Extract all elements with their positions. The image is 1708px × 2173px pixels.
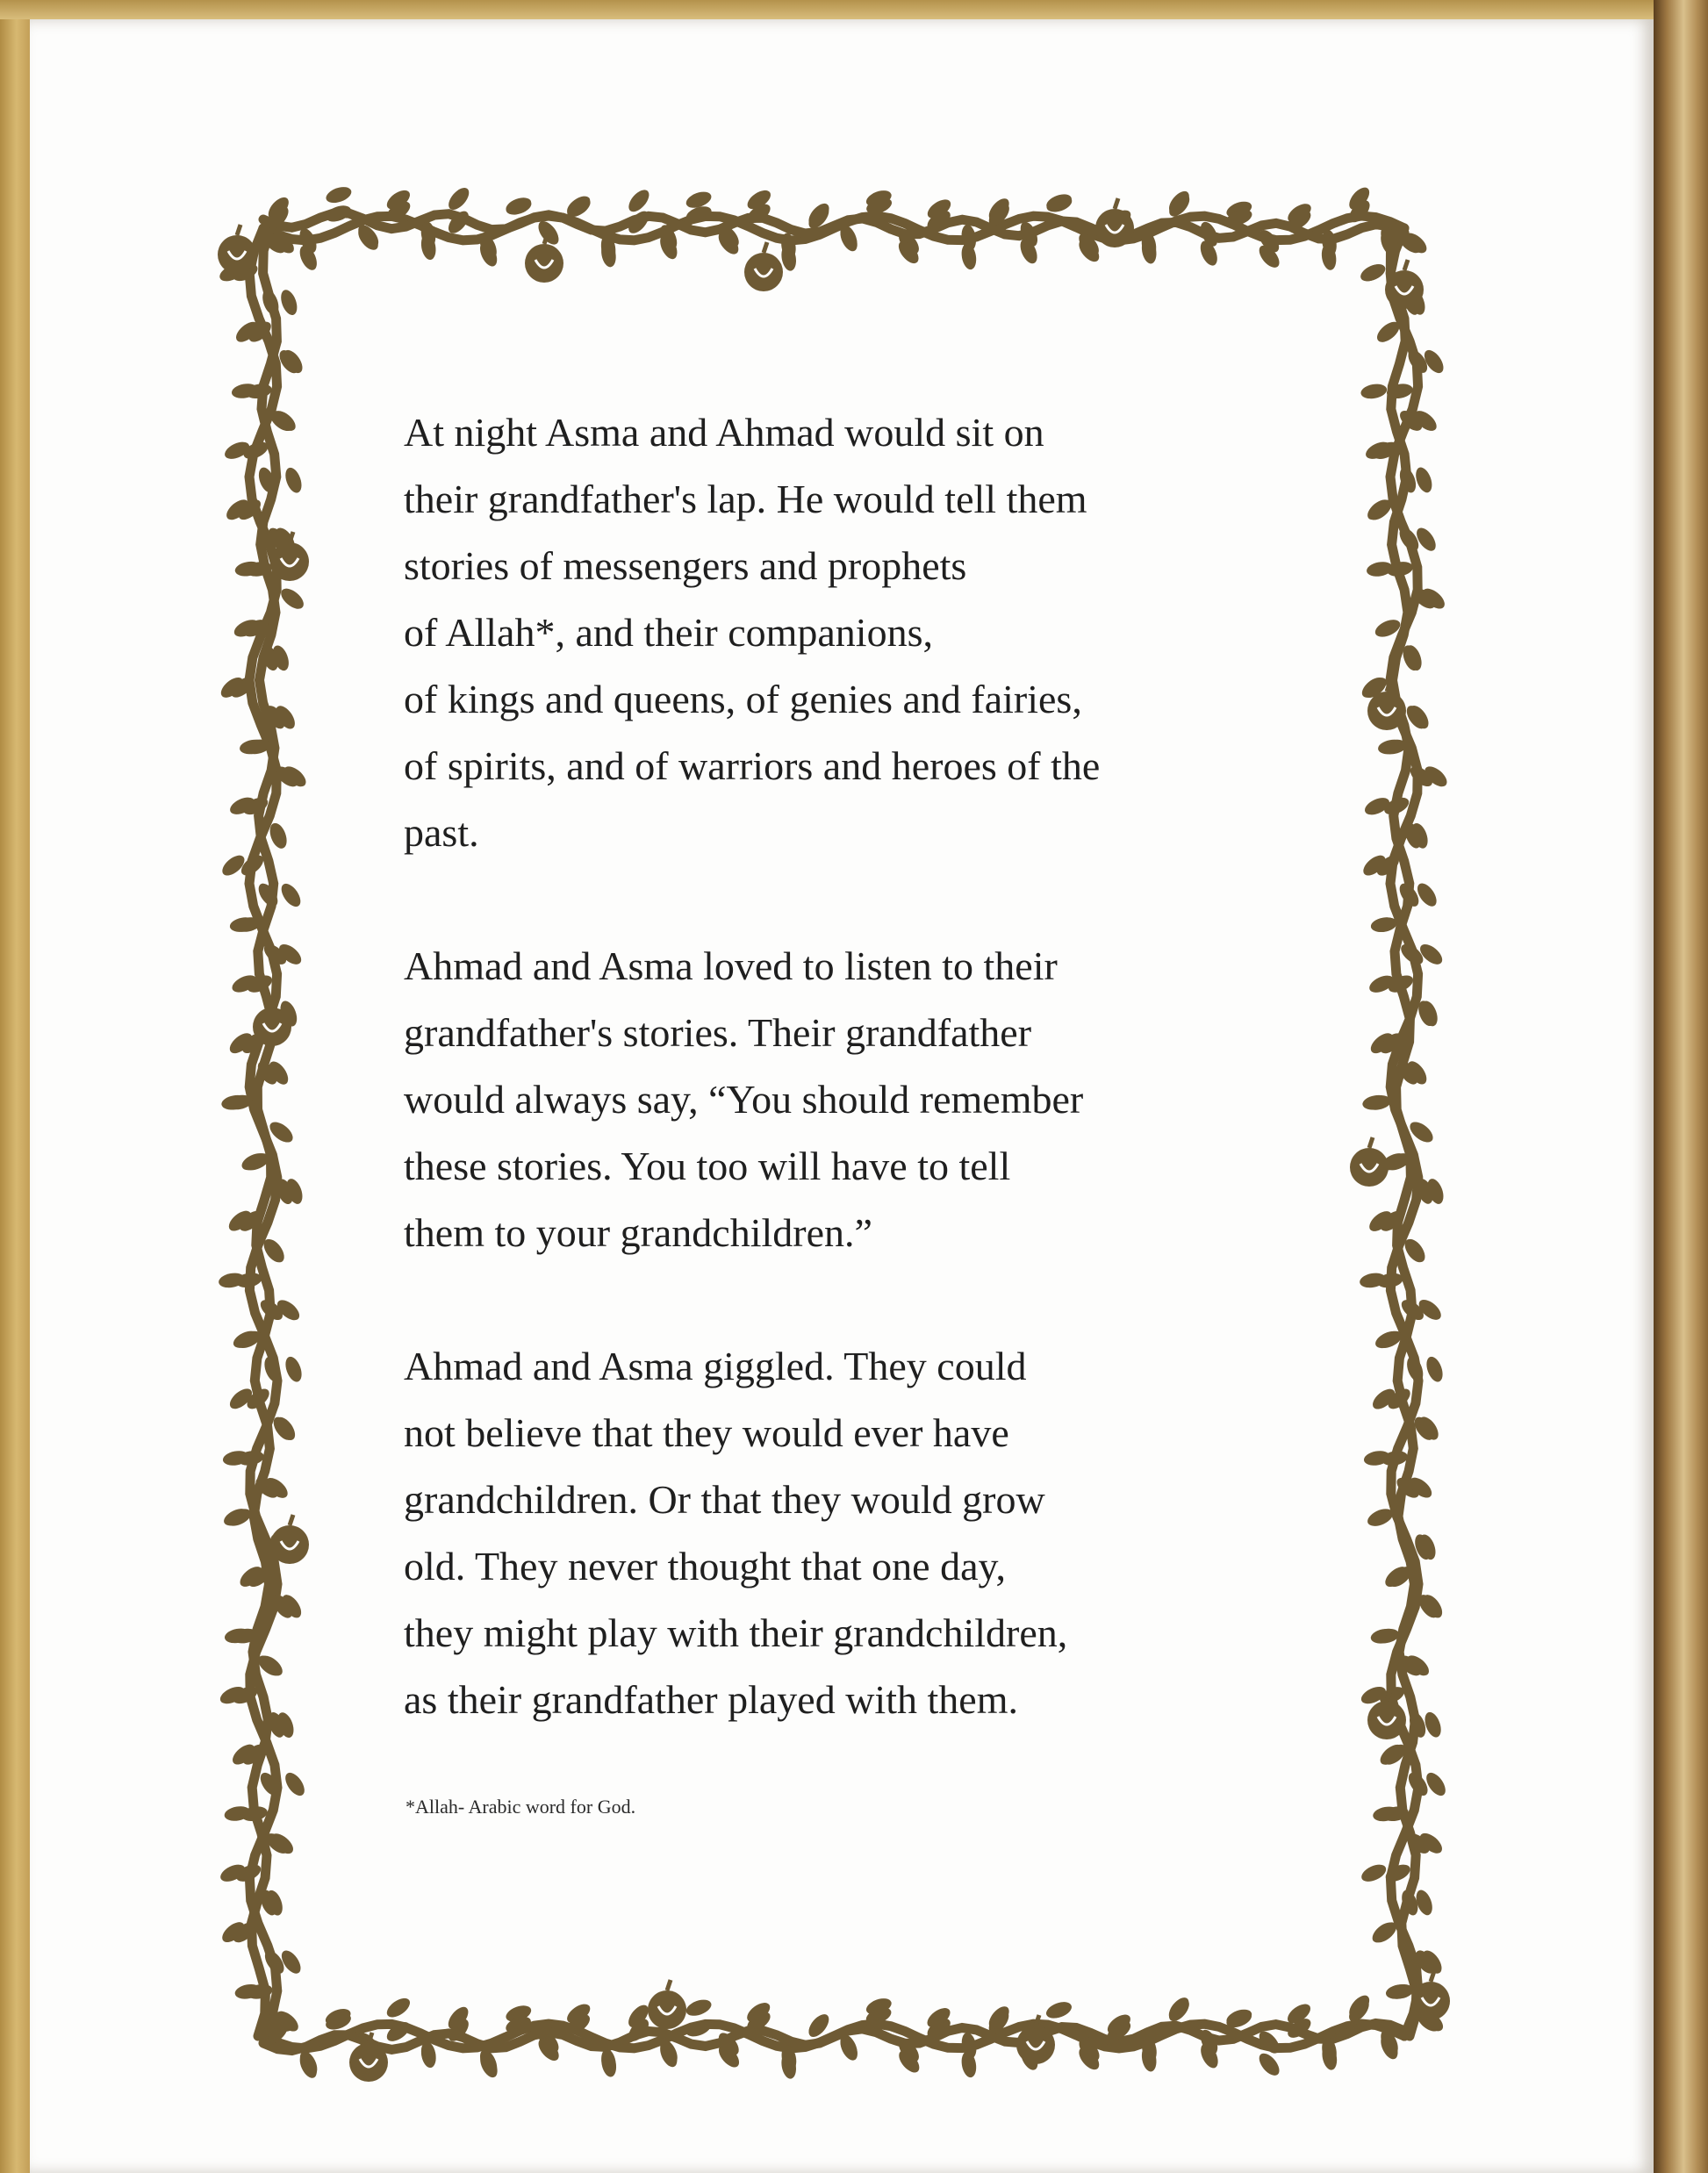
story-paragraph-1: At night Asma and Ahmad would sit on their grandfather's lap. He would tell them stories of messengers and prophets of Allah*, and their companions, of kings and queens, of genies and fairies, of spirits, and of warriors and heroes of the past. <box>404 410 1101 855</box>
story-paragraph-3: Ahmad and Asma giggled. They could not believe that they would ever have grandchildren. Or that they would grow old. They never thought that one day, they might play with their grandchildren, as their grandfather played with them. <box>404 1344 1068 1722</box>
story-paragraph-2: Ahmad and Asma loved to listen to their grandfather's stories. Their grandfather would always say, “You should remember these stories. You too will have to tell them to your grandchildren.” <box>404 943 1084 1255</box>
story-text <box>404 399 1255 1733</box>
footnote: *Allah- Arabic word for God. <box>405 1796 636 1818</box>
